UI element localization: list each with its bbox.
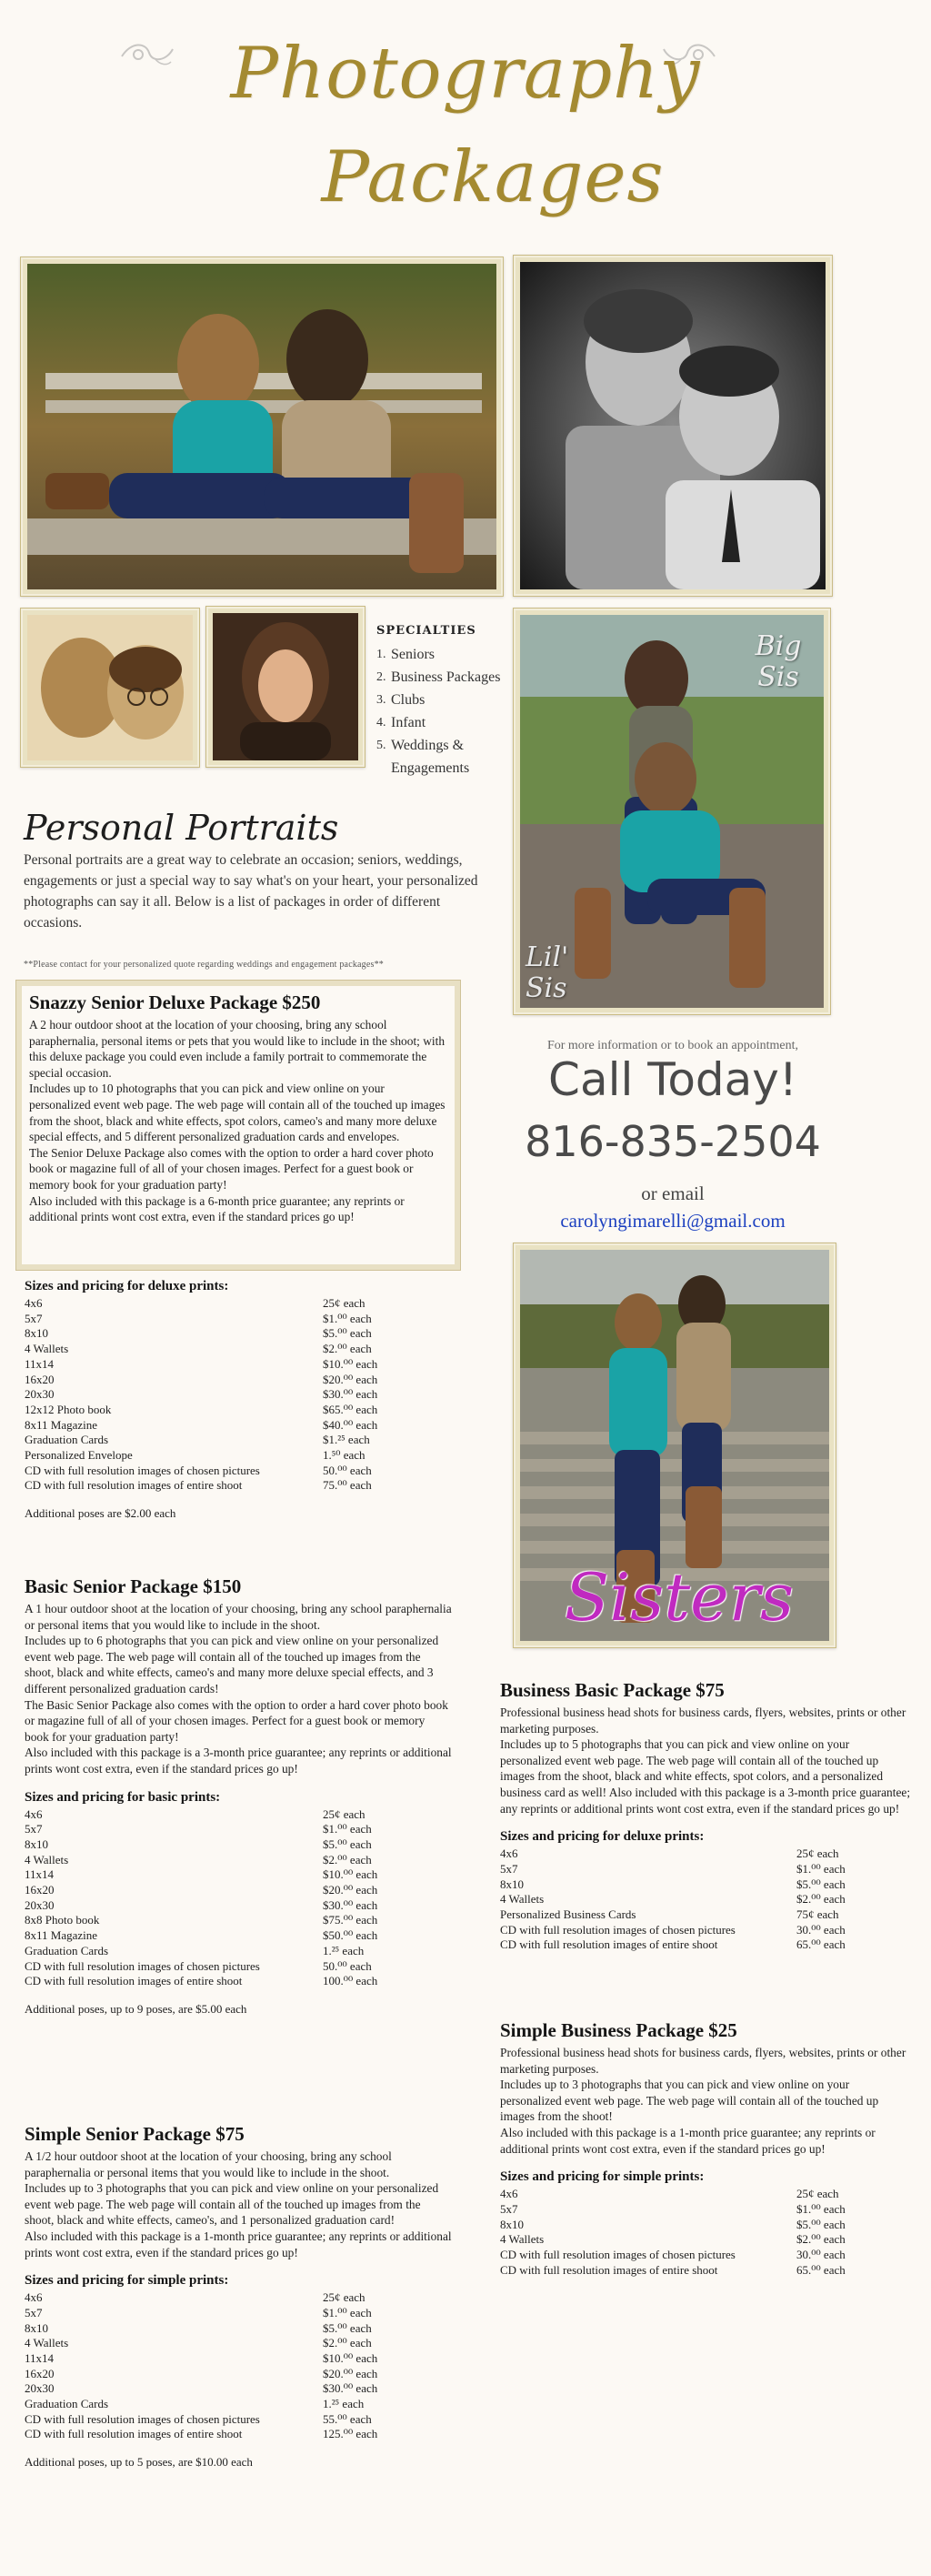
basic-package-desc-2: Includes up to 6 photographs that you can pick and view online on your personalized event web page. The web page will contain all of the touched up images from the shoot, black and white effects, cameo's and many more deluxe special effects, and 3 different personalized graduation cards! xyxy=(25,1634,439,1696)
price-item-label: 4x6 xyxy=(500,2187,518,2201)
personal-portraits-heading: Personal Portraits xyxy=(24,808,339,848)
price-item-label: Graduation Cards xyxy=(25,2397,109,2411)
price-item-amount: $5.⁰⁰ each xyxy=(796,2217,846,2231)
price-row xyxy=(25,2412,452,2428)
price-row xyxy=(25,1403,425,1418)
price-item-amount: 50.⁰⁰ each xyxy=(323,1958,372,1973)
basic-package-section xyxy=(25,1575,452,2017)
price-row xyxy=(25,2290,452,2306)
deluxe-package-desc-1: A 2 hour outdoor shoot at the location of your choosing, bring any school paraphernalia, personal items or pets that you would like to include in the shoot; with this deluxe package you could even include a family portrait to commemorate the special occasion. xyxy=(29,1018,445,1080)
price-item-label: CD with full resolution images of entire shoot xyxy=(25,1974,243,1988)
price-item-label: 4 Wallets xyxy=(500,1892,545,1907)
or-email-text: or email xyxy=(641,1182,705,1204)
deluxe-extra-poses: Additional poses are $2.00 each xyxy=(25,1506,176,1521)
price-item-amount: 30.⁰⁰ each xyxy=(796,1922,846,1937)
price-item-amount: $5.⁰⁰ each xyxy=(796,1877,846,1891)
price-item-amount: $1.⁰⁰ each xyxy=(796,1861,846,1876)
price-item-amount: $30.⁰⁰ each xyxy=(323,1387,378,1402)
business-basic-desc-1: Professional business head shots for business cards, flyers, websites, prints or other marketing purposes. xyxy=(500,1706,906,1736)
business-basic-section xyxy=(500,1679,914,1953)
basic-extra-poses: Additional poses, up to 9 poses, are $5.00 each xyxy=(25,2001,247,2016)
basic-price-table xyxy=(25,1807,452,1989)
price-row xyxy=(25,1807,452,1823)
email-link[interactable]: carolyngimarelli@gmail.com xyxy=(560,1210,786,1232)
price-item-amount: $10.⁰⁰ each xyxy=(323,1867,378,1882)
price-row xyxy=(25,1342,425,1357)
price-item-amount: $2.⁰⁰ each xyxy=(796,1892,846,1907)
price-item-amount: 1.⁵⁰ each xyxy=(323,1448,365,1463)
price-item-label: 4 Wallets xyxy=(25,1852,69,1867)
price-row xyxy=(25,1959,452,1975)
price-item-amount: 65.⁰⁰ each xyxy=(796,1937,846,1952)
price-item-amount: 75¢ each xyxy=(796,1907,839,1921)
business-simple-price-table xyxy=(500,2187,914,2278)
price-item-amount: 25¢ each xyxy=(323,1806,365,1821)
price-item-amount: $1.²⁵ each xyxy=(323,1433,370,1447)
personal-portraits-note: **Please contact for your personalized quote regarding weddings and engagement packages** xyxy=(24,960,384,970)
price-item-amount: $1.⁰⁰ each xyxy=(323,1311,372,1325)
price-item-label: 5x7 xyxy=(25,1822,43,1836)
price-row xyxy=(25,1464,425,1479)
price-item-label: Personalized Business Cards xyxy=(500,1907,636,1921)
basic-pricing-title: Sizes and pricing for basic prints: xyxy=(25,1789,221,1805)
price-row xyxy=(25,1373,425,1388)
price-item-label: CD with full resolution images of chosen pictures xyxy=(500,1922,736,1937)
friends-bench-photo xyxy=(20,257,504,597)
business-basic-pricing-title: Sizes and pricing for deluxe prints: xyxy=(500,1829,705,1845)
deluxe-package-desc-2: Includes up to 10 photographs that you can pick and view online on your personalized event web page. The web page will contain all of the touched up images from the shoot, black and white effects, spot colors, cameo's and many more deluxe special effects, and 5 different personalized graduation cards and envelopes. xyxy=(29,1082,445,1144)
list-item: 5. Weddings & xyxy=(376,738,465,753)
simple-package-section xyxy=(25,2123,452,2470)
price-item-label: 11x14 xyxy=(25,1356,55,1371)
specialties-title: SPECIALTIES xyxy=(376,624,476,638)
price-row xyxy=(25,2427,452,2442)
price-item-amount: $2.⁰⁰ each xyxy=(323,1342,372,1356)
price-row xyxy=(25,1883,452,1898)
business-simple-pricing-title: Sizes and pricing for simple prints: xyxy=(500,2169,705,2185)
price-item-amount: 100.⁰⁰ each xyxy=(323,1974,378,1988)
business-basic-price-table xyxy=(500,1846,914,1953)
price-item-label: 11x14 xyxy=(25,2350,55,2365)
price-item-label: 4 Wallets xyxy=(25,2336,69,2350)
price-item-label: CD with full resolution images of entire shoot xyxy=(25,2427,243,2441)
price-item-amount: 25¢ each xyxy=(323,2290,365,2305)
price-row xyxy=(500,1937,914,1953)
deluxe-pricing xyxy=(25,1279,425,1521)
simple-package-desc-1: A 1/2 hour outdoor shoot at the location of your choosing, bring any school paraphernalia or personal items that you would like to include in the shoot. xyxy=(25,2149,392,2179)
list-item: Engagements xyxy=(391,760,470,776)
price-item-label: 8x11 Magazine xyxy=(25,1417,98,1432)
price-item-label: Personalized Envelope xyxy=(25,1448,133,1463)
price-item-label: 8x10 xyxy=(500,2217,524,2231)
price-item-label: 12x12 Photo book xyxy=(25,1402,112,1416)
price-item-label: CD with full resolution images of entire shoot xyxy=(500,1937,718,1952)
price-row xyxy=(25,2367,452,2382)
sisters-bench-photo xyxy=(513,608,831,1015)
price-item-label: 8x10 xyxy=(25,2320,48,2335)
deluxe-price-table xyxy=(25,1296,425,1494)
price-row xyxy=(25,1448,425,1464)
specialties-section xyxy=(376,624,513,780)
sisters-stairs-photo xyxy=(513,1243,836,1648)
price-item-label: 20x30 xyxy=(25,2381,55,2396)
price-row xyxy=(25,1296,425,1312)
price-item-amount: 25¢ each xyxy=(323,1296,365,1310)
price-row xyxy=(25,1326,425,1342)
price-row xyxy=(500,2232,914,2248)
price-row xyxy=(25,2336,452,2351)
business-simple-desc-3: Also included with this package is a 1-month price guarantee; any reprints or additional prints wont cost extra, even if the standard prices go up! xyxy=(500,2125,876,2156)
price-item-amount: $40.⁰⁰ each xyxy=(323,1417,378,1432)
price-row xyxy=(25,1974,452,1989)
lil-sis-overlay: Lil' Sis xyxy=(526,941,569,1004)
price-item-label: 8x10 xyxy=(500,1877,524,1891)
price-item-label: CD with full resolution images of chosen pictures xyxy=(500,2247,736,2261)
business-simple-desc-2: Includes up to 3 photographs that you can pick and view online on your personalized event web page. The web page will contain all of the touched up images from the shoot! xyxy=(500,2078,879,2124)
price-item-amount: $20.⁰⁰ each xyxy=(323,1372,378,1386)
price-item-amount: 30.⁰⁰ each xyxy=(796,2247,846,2261)
price-item-amount: $2.⁰⁰ each xyxy=(323,2336,372,2350)
price-item-amount: $1.⁰⁰ each xyxy=(323,1822,372,1836)
price-item-label: Graduation Cards xyxy=(25,1433,109,1447)
simple-package-title: Simple Senior Package $75 xyxy=(25,2123,245,2145)
brothers-bw-photo xyxy=(513,255,833,597)
price-item-label: CD with full resolution images of entire shoot xyxy=(25,1478,243,1493)
price-item-amount: $75.⁰⁰ each xyxy=(323,1913,378,1927)
price-item-label: 8x10 xyxy=(25,1836,48,1851)
price-row xyxy=(500,1846,914,1862)
price-item-amount: 25¢ each xyxy=(796,1846,839,1861)
list-item: 1. Seniors xyxy=(376,647,435,662)
deluxe-package-title: Snazzy Senior Deluxe Package $250 xyxy=(29,991,321,1013)
price-item-label: 8x10 xyxy=(25,1326,48,1341)
deluxe-package-desc-3: The Senior Deluxe Package also comes with the option to order a hard cover photo book or magazine full of all of your chosen images. Perfect for a guest book or memory book for your graduation party! xyxy=(29,1145,434,1192)
price-row xyxy=(25,1898,452,1914)
page-title-line1: Photography xyxy=(230,33,701,115)
price-item-amount: 1.²⁵ each xyxy=(323,2397,365,2411)
price-item-amount: $1.⁰⁰ each xyxy=(796,2201,846,2216)
couple-sepia-photo xyxy=(20,608,200,768)
price-item-label: 5x7 xyxy=(25,1311,43,1325)
price-item-amount: $5.⁰⁰ each xyxy=(323,1326,372,1341)
business-basic-title: Business Basic Package $75 xyxy=(500,1679,725,1701)
list-item: 3. Clubs xyxy=(376,692,425,708)
price-row xyxy=(25,2381,452,2397)
call-today-text: Call Today! xyxy=(548,1053,797,1106)
price-item-amount: 25¢ each xyxy=(796,2187,839,2201)
contact-info-text: For more information or to book an appointment, xyxy=(546,1039,799,1052)
simple-package-desc-3: Also included with this package is a 1-month price guarantee; any reprints or additional prints wont cost extra, even if the standard prices go up! xyxy=(25,2229,452,2259)
price-item-amount: $1.⁰⁰ each xyxy=(323,2305,372,2319)
price-row xyxy=(25,1433,425,1448)
price-item-amount: $10.⁰⁰ each xyxy=(323,1356,378,1371)
price-row xyxy=(25,2397,452,2412)
basic-package-desc-1: A 1 hour outdoor shoot at the location of your choosing, bring any school paraphernalia or personal items that you would like to include in the shoot. xyxy=(25,1602,452,1632)
simple-package-desc-2: Includes up to 3 photographs that you can pick and view online on your personalized event web page. The web page will contain all of the touched up images from the shoot, black and white effects, cameo's, and 1 personalized graduation card! xyxy=(25,2181,439,2228)
price-row xyxy=(25,2321,452,2337)
price-item-label: 16x20 xyxy=(25,2366,55,2380)
price-item-amount: 125.⁰⁰ each xyxy=(323,2427,378,2441)
price-item-label: 4 Wallets xyxy=(500,2232,545,2247)
simple-extra-poses: Additional poses, up to 5 poses, are $10.00 each xyxy=(25,2455,253,2470)
price-row xyxy=(25,2351,452,2367)
simple-price-table xyxy=(25,2290,452,2442)
price-row xyxy=(500,2187,914,2202)
deluxe-package-box xyxy=(16,981,460,1270)
price-item-label: 5x7 xyxy=(500,1861,518,1876)
deluxe-pricing-title: Sizes and pricing for deluxe prints: xyxy=(25,1279,229,1293)
price-item-label: 5x7 xyxy=(500,2201,518,2216)
price-item-label: 16x20 xyxy=(25,1372,55,1386)
list-item: 2. Business Packages xyxy=(376,669,501,685)
price-row xyxy=(500,1862,914,1877)
price-row xyxy=(25,1822,452,1837)
price-item-label: 4x6 xyxy=(25,1806,43,1821)
price-item-amount: $20.⁰⁰ each xyxy=(323,1883,378,1897)
price-row xyxy=(500,2263,914,2279)
personal-portraits-text: Personal portraits are a great way to celebrate an occasion; seniors, weddings, engagements or just a special way to say what's on your heart, your personalized photographs can say it all. Below is a list of packages in order of different occasions. xyxy=(24,852,478,931)
price-row xyxy=(500,1877,914,1893)
phone-number: 816-835-2504 xyxy=(525,1117,821,1166)
price-item-amount: 65.⁰⁰ each xyxy=(796,2262,846,2277)
price-item-amount: $30.⁰⁰ each xyxy=(323,1897,378,1912)
price-item-label: CD with full resolution images of chosen pictures xyxy=(25,1958,260,1973)
price-item-label: 5x7 xyxy=(25,2305,43,2319)
basic-package-desc-4: Also included with this package is a 3-month price guarantee; any reprints or additional prints wont cost extra, even if the standard prices go up! xyxy=(25,1746,452,1776)
price-item-amount: $30.⁰⁰ each xyxy=(323,2381,378,2396)
price-item-amount: $10.⁰⁰ each xyxy=(323,2350,378,2365)
price-item-amount: 50.⁰⁰ each xyxy=(323,1463,372,1477)
price-row xyxy=(25,1853,452,1868)
price-row xyxy=(25,1837,452,1853)
price-item-label: 16x20 xyxy=(25,1883,55,1897)
price-item-label: CD with full resolution images of chosen pictures xyxy=(25,1463,260,1477)
business-simple-desc-1: Professional business head shots for business cards, flyers, websites, prints or other marketing purposes. xyxy=(500,2046,906,2076)
price-item-label: 4x6 xyxy=(25,2290,43,2305)
price-item-amount: 1.²⁵ each xyxy=(323,1943,365,1957)
price-row xyxy=(25,1867,452,1883)
price-row xyxy=(25,1478,425,1494)
price-item-label: 4x6 xyxy=(500,1846,518,1861)
woman-portrait-photo xyxy=(205,606,365,768)
big-sis-overlay: Big Sis xyxy=(755,630,802,693)
sisters-overlay: Sisters xyxy=(564,1559,795,1635)
price-item-label: CD with full resolution images of chosen pictures xyxy=(25,2411,260,2426)
price-row xyxy=(25,1944,452,1959)
price-row xyxy=(500,1923,914,1938)
price-item-label: 8x8 Photo book xyxy=(25,1913,100,1927)
price-item-label: 4x6 xyxy=(25,1296,43,1310)
price-item-label: 11x14 xyxy=(25,1867,55,1882)
price-row xyxy=(25,1357,425,1373)
price-item-amount: $50.⁰⁰ each xyxy=(323,1928,378,1943)
price-item-amount: 75.⁰⁰ each xyxy=(323,1478,372,1493)
price-row xyxy=(25,1312,425,1327)
basic-package-title: Basic Senior Package $150 xyxy=(25,1575,242,1597)
page-title-line2: Packages xyxy=(321,136,665,218)
basic-package-desc-3: The Basic Senior Package also comes with the option to order a hard cover photo book or magazine full of all of your chosen images. Perfect for a guest book or memory book for your graduation party! xyxy=(25,1697,448,1744)
price-item-amount: $20.⁰⁰ each xyxy=(323,2366,378,2380)
price-item-label: 4 Wallets xyxy=(25,1342,69,1356)
list-item: 4. Infant xyxy=(376,715,426,730)
price-row xyxy=(500,1892,914,1907)
business-simple-title: Simple Business Package $25 xyxy=(500,2019,737,2041)
simple-pricing-title: Sizes and pricing for simple prints: xyxy=(25,2273,229,2289)
price-row xyxy=(500,1907,914,1923)
price-row xyxy=(500,2248,914,2263)
business-simple-section xyxy=(500,2019,914,2278)
price-item-amount: $2.⁰⁰ each xyxy=(796,2232,846,2247)
price-item-amount: $2.⁰⁰ each xyxy=(323,1852,372,1867)
price-item-label: 8x11 Magazine xyxy=(25,1928,98,1943)
price-row xyxy=(25,1418,425,1434)
price-item-amount: $5.⁰⁰ each xyxy=(323,1836,372,1851)
price-row xyxy=(25,1928,452,1944)
price-item-label: Graduation Cards xyxy=(25,1943,109,1957)
price-row xyxy=(500,2202,914,2218)
business-basic-desc-2: Includes up to 5 photographs that you can pick and view online on your personalized event web page. The web page will contain all of the touched up images from the shoot, black and white effects, spot colors, and a personalized business card as well! Also included with this package is a 3-month price guarantee; any reprints or additional prints wont cost extra, even if the standard prices go up! xyxy=(500,1737,911,1816)
specialties-list xyxy=(376,643,513,780)
price-row xyxy=(25,2306,452,2321)
price-item-amount: $65.⁰⁰ each xyxy=(323,1402,378,1416)
price-row xyxy=(500,2218,914,2233)
price-item-label: CD with full resolution images of entire shoot xyxy=(500,2262,718,2277)
price-item-amount: 55.⁰⁰ each xyxy=(323,2411,372,2426)
price-item-amount: $5.⁰⁰ each xyxy=(323,2320,372,2335)
price-item-label: 20x30 xyxy=(25,1897,55,1912)
price-item-label: 20x30 xyxy=(25,1387,55,1402)
deluxe-package-desc-4: Also included with this package is a 6-month price guarantee; any reprints or additional prints wont cost extra, even if the standard prices go up! xyxy=(29,1193,405,1224)
price-row xyxy=(25,1387,425,1403)
price-row xyxy=(25,1913,452,1928)
